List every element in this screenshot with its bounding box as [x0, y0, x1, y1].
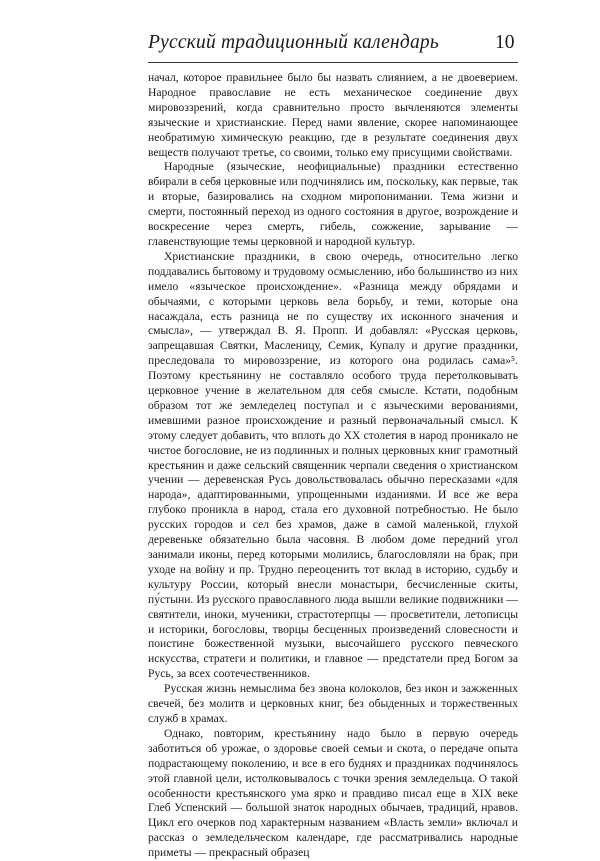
paragraph: начал, которое правильнее было бы назвать слиянием, а не двоеверием. Народное православие не есть механическое соединение двух мировоззрений, когда сравнительно просто вычленяются элементы языческие и христианские. Перед нами явление, скорее напоминающее необратимую химическую реакцию, где в результате соединения двух веществ получают третье, со своими, только ему присущими свойствами. [148, 71, 518, 159]
body-text [148, 71, 518, 861]
running-title: Русский традиционный календарь [148, 32, 439, 53]
paragraph: Христианские праздники, в свою очередь, относительно легко поддавались бытовому и трудовому осмыслению, ибо большинство из них имело «языческое происхождение». «Разница между обрядами и обычаями, с которыми церковь вела борьбу, и теми, которые она насаждала, есть разница не по существу их исконного значения и смысла», — утверждал В. Я. Пропп. И добавлял: «Русская церковь, запрещавшая Святки, Масленицу, Семик, Купалу и другие праздники, преследовала то мировоззрение, из которого она родилась сама»⁵. Поэтому крестьянину не составляло особого труда перетолковывать церковное учение в желательном для себя смысле. Кстати, подобным образом тот же земледелец поступал и с языческими верованиями, имевшими разное происхождение и разный первоначальный смысл. К этому следует добавить, что вплоть до XX столетия в народ проникало не чистое богословие, не из подлинных и полных церковных книг грамотный крестьянин и даже сельский священник черпали сведения о христианском учении — деревенская Русь довольствовалась обычно пересказами «для народа», адаптированными, упрощенными изданиями. И все же вера глубоко проникла в народ, стала его духовной потребностью. Не было русских городов и сел без храмов, даже в самой маленькой, глухой деревеньке обязательно была часовня. В любом доме передний угол занимали иконы, перед которыми молились, благословляли на брак, при уходе на войну и пр. Трудно переоценить тот вклад в историю, судьбу и культуру России, который внесли монастыри, бесчисленные скиты, пу́стыни. Из русского православного люда вышли великие подвижники — святители, иноки, мученики, страстотерпцы — просветители, летописцы и историки, богословы, творцы бесценных произведений словесности и поистине божественной музыки, высочайшего русского певческого искусства, стратеги и политики, и главное — предстатели пред Богом за Русь, за всех соотечественников. [148, 249, 518, 681]
paragraph: Однако, повторим, крестьянину надо было в первую очередь заботиться об урожае, о здоровье своей семьи и скота, о передаче опыта подрастающему поколению, и все в его буднях и праздниках подчинялось этой главной цели, истолковывалось с точки зрения земледельца. О такой особенности крестьянского ума ярко и правдиво писал еще в XIX веке Глеб Успенский — большой знаток народных обычаев, традиций, нравов. Цикл его очерков под характерным названием «Власть земли» включал и рассказ о земледельческом календаре, где рассматривались народные приметы — прекрасный образец [148, 726, 518, 860]
paragraph: Народные (языческие, неофициальные) праздники естественно вбирали в себя церковные или подчинялись им, поскольку, как первые, так и вторые, базировались на сходном миропонимании. Тема жизни и смерти, постоянный переход из одного состояния в другое, возрождение и воскресение через смерть, гибель, сожжение, зарывание — главенствующие темы церковной и народной культур. [148, 160, 518, 248]
header-rule [148, 62, 518, 63]
paragraph: Русская жизнь немыслима без звона колоколов, без икон и зажженных свечей, без молитв и церковных книг, без обыденных и торжественных служб в храмах. [148, 682, 518, 725]
page-number: 10 [495, 32, 515, 53]
